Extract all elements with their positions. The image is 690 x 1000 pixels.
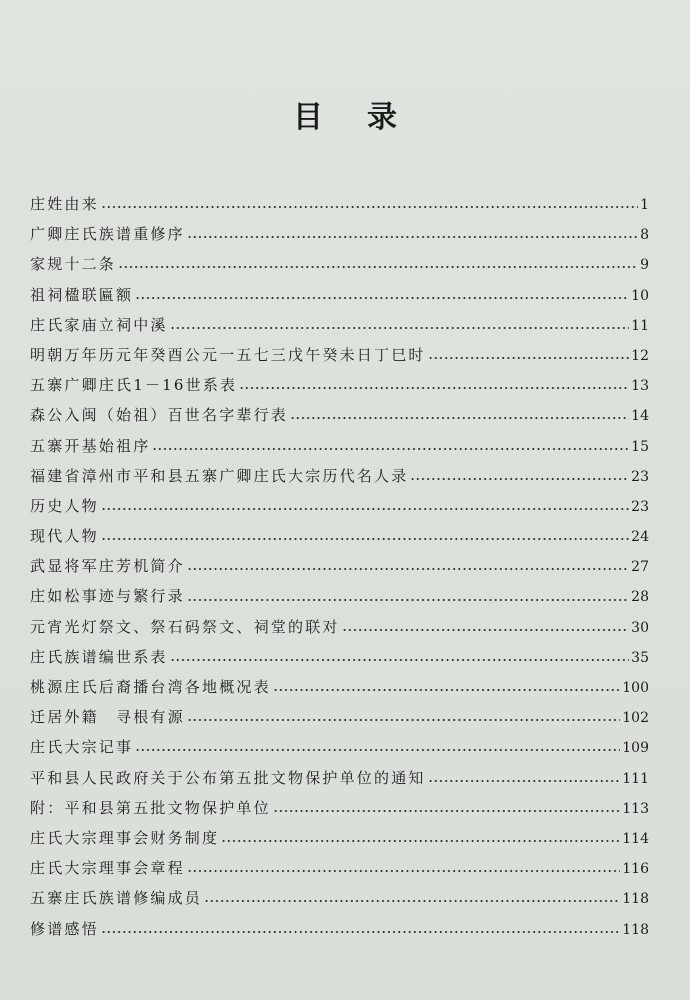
entry-page-number: 10 [631,287,649,304]
toc-entry[interactable] [30,491,649,521]
toc-entry[interactable] [30,793,649,823]
toc-entry[interactable] [30,340,649,370]
dot-leader [410,478,629,480]
entry-page-number: 118 [622,921,649,938]
entry-page-number: 100 [622,680,649,696]
entry-page-number: 24 [631,529,649,546]
entry-page-number: 1 [640,197,649,213]
toc-entry[interactable] [30,280,649,310]
entry-page-number: 23 [631,468,649,485]
entry-page-number: 15 [631,438,649,455]
dot-leader [187,568,629,570]
entry-title: 平和县人民政府关于公布第五批文物保护单位的通知 [30,768,426,787]
entry-title: 家规十二条 [30,255,117,274]
entry-page-number: 118 [622,891,649,908]
entry-title: 迁居外籍 寻根有源 [30,708,185,727]
entry-page-number: 102 [622,710,649,727]
toc-entry[interactable] [30,310,649,340]
table-of-contents [30,189,649,944]
toc-entry[interactable] [30,249,649,279]
entry-title: 附：平和县第五批文物保护单位 [30,798,271,817]
page-title: 目录 [293,100,441,135]
toc-entry[interactable] [30,732,649,762]
dot-leader [101,931,620,933]
entry-title: 五寨庄氏族谱修编成员 [30,889,203,908]
toc-entry[interactable] [30,763,649,793]
dot-leader [290,417,629,419]
toc-entry[interactable] [30,702,649,732]
entry-page-number: 114 [622,830,649,847]
toc-entry[interactable] [30,672,649,702]
dot-leader [101,538,629,540]
entry-page-number: 35 [631,649,649,666]
entry-title: 庄氏大宗记事 [30,738,134,757]
toc-entry[interactable] [30,189,649,219]
entry-title: 庄姓由来 [30,195,99,213]
dot-leader [170,659,630,661]
entry-title: 庄氏大宗理事会财务制度 [30,828,220,847]
dot-leader [221,840,620,842]
dot-leader [101,508,629,510]
dot-leader [204,900,620,902]
dot-leader [135,749,620,751]
entry-page-number: 13 [631,378,649,395]
entry-title: 桃源庄氏后裔播台湾各地概况表 [30,678,271,696]
dot-leader [428,357,630,359]
entry-page-number: 11 [631,317,649,334]
entry-title: 庄氏族谱编世系表 [30,647,168,666]
toc-entry[interactable] [30,431,649,461]
dot-leader [187,870,620,872]
entry-title: 元宵光灯祭文、祭石码祭文、祠堂的联对 [30,617,340,636]
entry-title: 森公入闽（始祖）百世名字辈行表 [30,406,289,425]
dot-leader [273,810,620,812]
entry-title: 武显将军庄芳机简介 [30,557,185,576]
entry-title: 广卿庄氏族谱重修序 [30,225,185,244]
dot-leader [428,780,621,782]
entry-title: 庄氏家庙立祠中溪 [30,315,168,334]
toc-entry[interactable] [30,823,649,853]
entry-title: 现代人物 [30,527,99,546]
dot-leader [342,629,630,631]
dot-leader [273,689,620,691]
toc-entry[interactable] [30,551,649,581]
entry-page-number: 28 [631,589,649,606]
entry-page-number: 9 [640,257,649,274]
entry-title: 明朝万年历元年癸酉公元一五七三戊午癸未日丁巳时 [30,345,426,364]
entry-page-number: 113 [622,800,649,817]
dot-leader [118,266,638,268]
toc-entry[interactable] [30,642,649,672]
entry-title: 福建省漳州市平和县五寨广卿庄氏大宗历代名人录 [30,466,409,485]
toc-entry[interactable] [30,581,649,611]
entry-page-number: 14 [631,408,649,425]
entry-title: 祖祠楹联匾额 [30,285,134,304]
toc-entry[interactable] [30,461,649,491]
dot-leader [239,387,629,389]
entry-page-number: 111 [622,770,649,787]
entry-page-number: 12 [631,347,649,364]
toc-entry[interactable] [30,612,649,642]
entry-title: 历史人物 [30,496,99,515]
entry-page-number: 116 [622,861,649,878]
toc-entry[interactable] [30,219,649,249]
entry-title: 庄如松事迹与繁行录 [30,587,185,606]
dot-leader [170,327,630,329]
dot-leader [101,206,638,208]
toc-entry[interactable] [30,370,649,400]
entry-title: 修谱感悟 [30,919,99,938]
dot-leader [187,236,638,238]
entry-title: 五寨广卿庄氏1－16世系表 [30,376,238,395]
toc-entry[interactable] [30,883,649,913]
toc-entry[interactable] [30,914,649,944]
dot-leader [187,719,620,721]
entry-page-number: 23 [631,498,649,515]
entry-page-number: 8 [640,227,649,244]
entry-page-number: 109 [622,740,649,757]
entry-title: 庄氏大宗理事会章程 [30,859,185,878]
toc-entry[interactable] [30,853,649,883]
entry-title: 五寨开基始祖序 [30,436,151,455]
dot-leader [152,448,629,450]
dot-leader [135,297,629,299]
dot-leader [187,599,629,601]
toc-entry[interactable] [30,521,649,551]
toc-entry[interactable] [30,400,649,430]
entry-page-number: 30 [631,619,649,636]
entry-page-number: 27 [631,559,649,576]
